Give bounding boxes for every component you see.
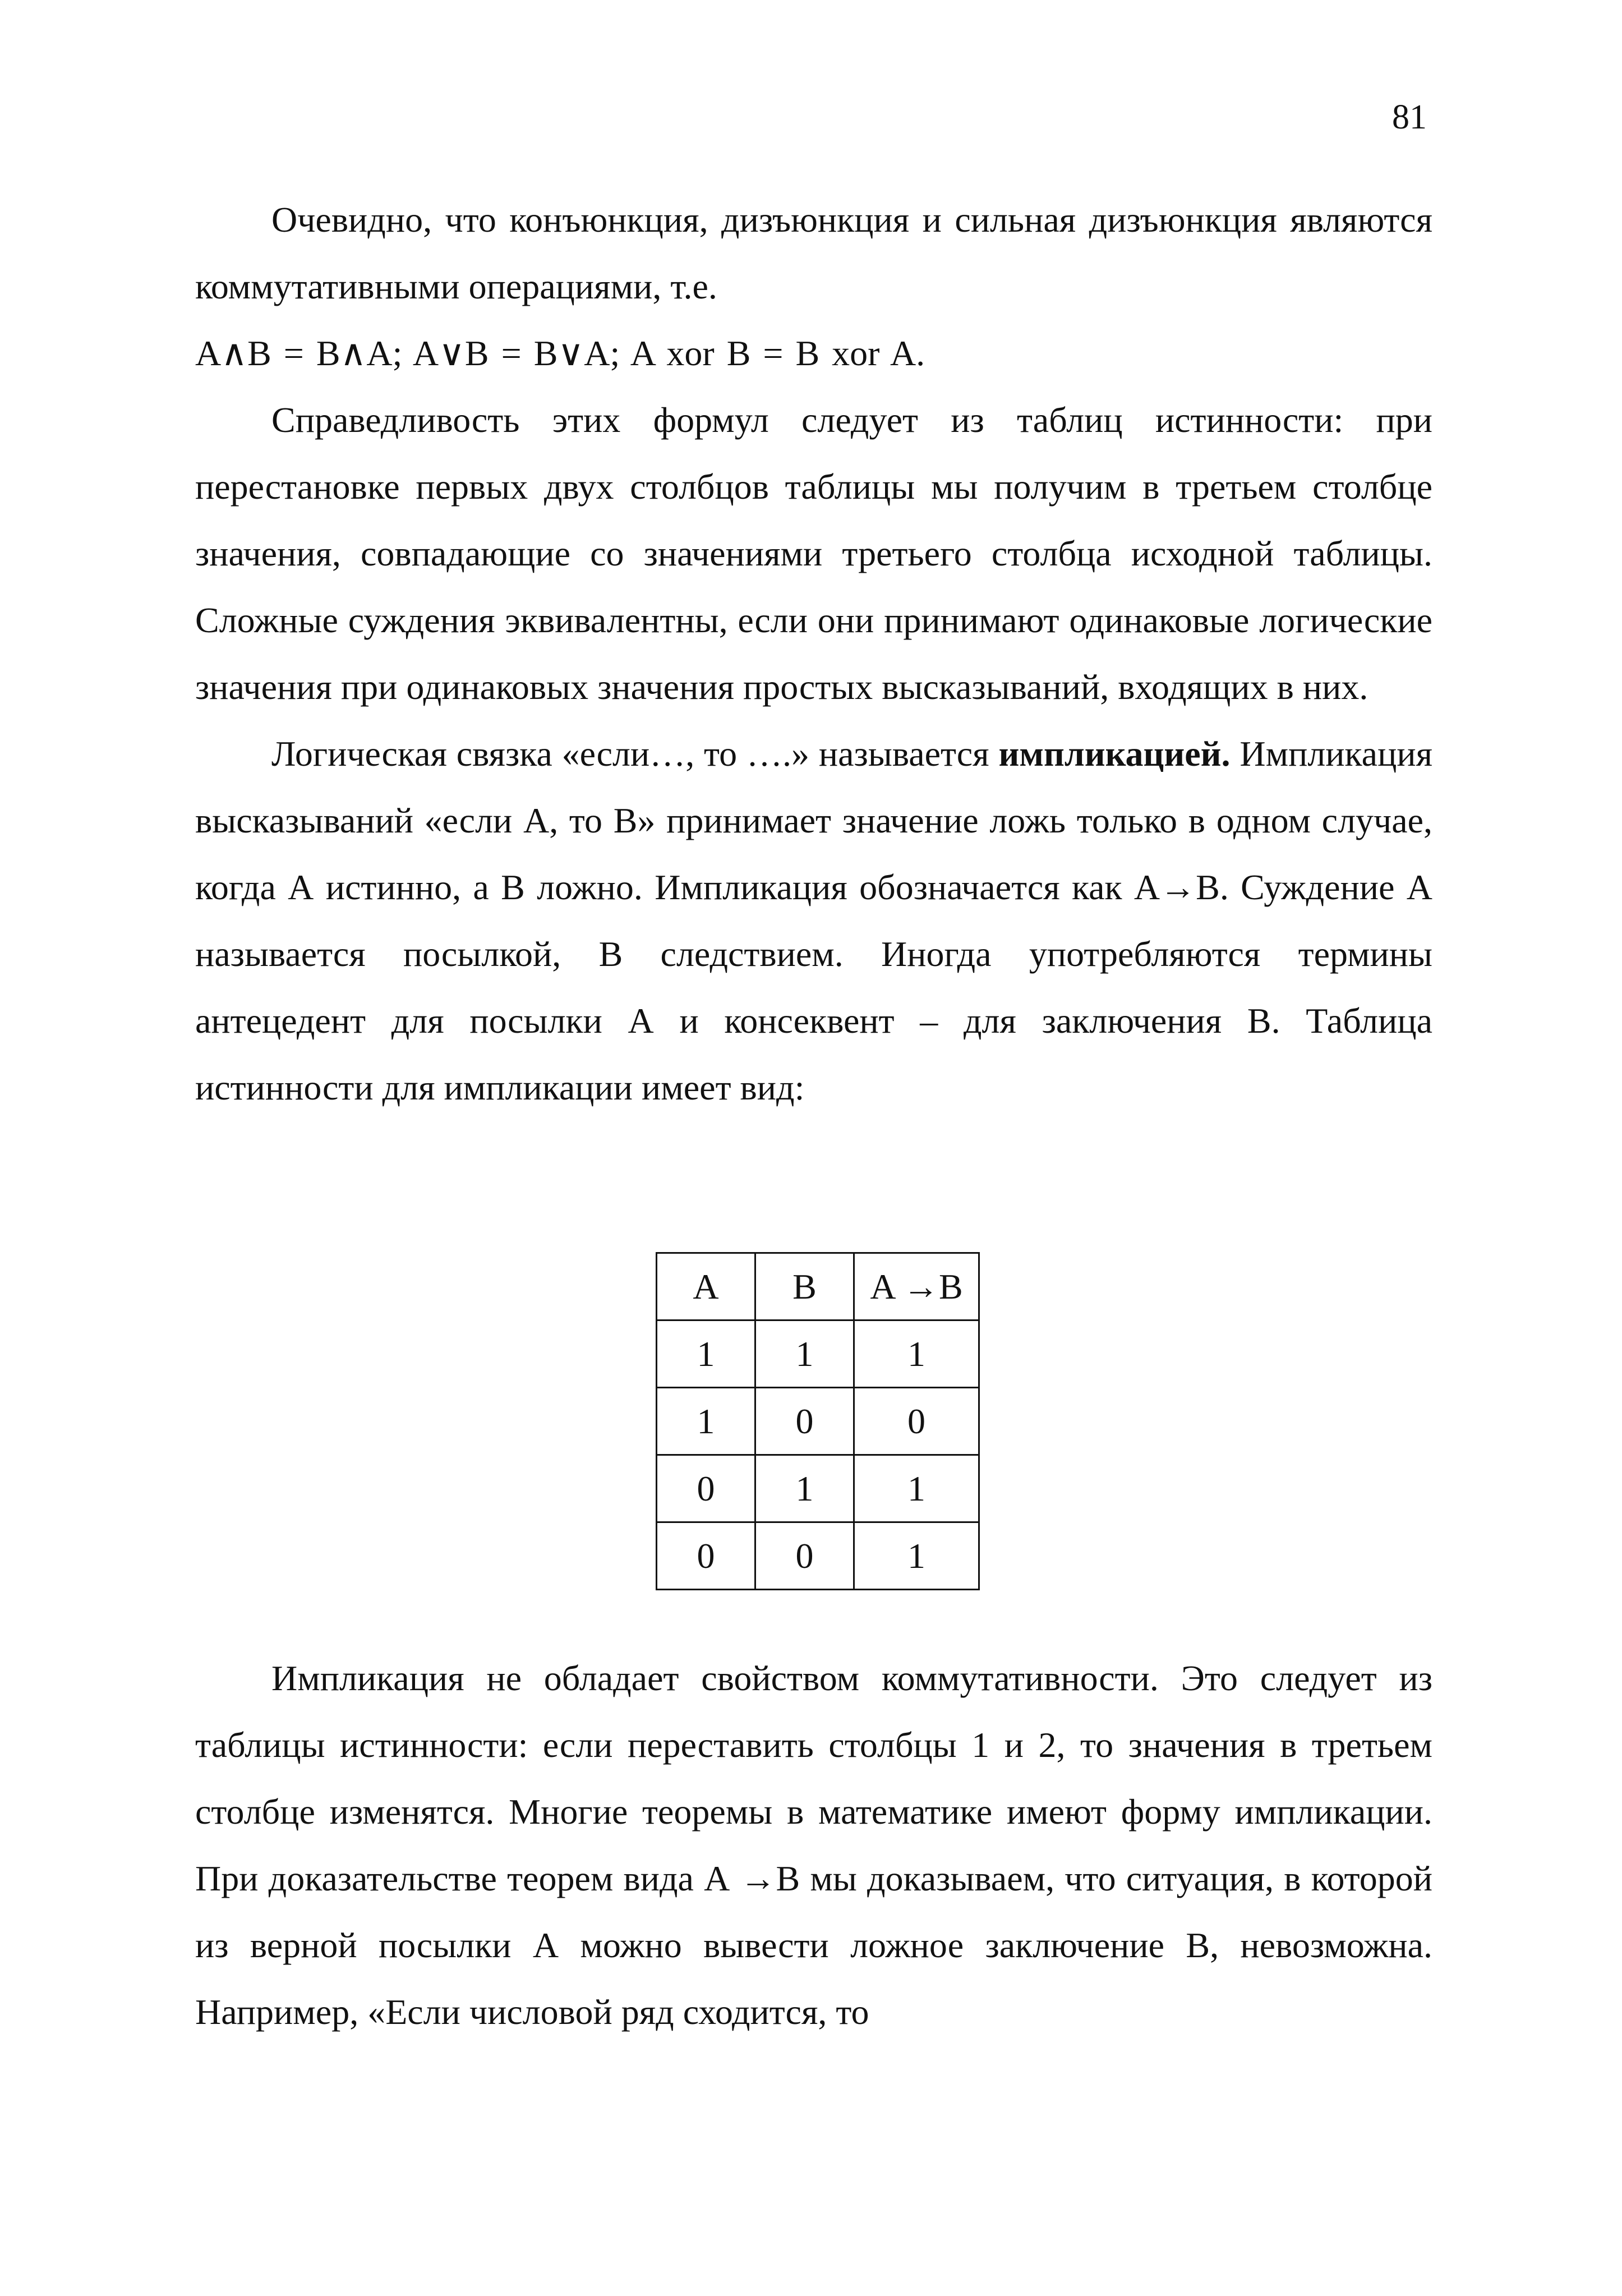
implication-truth-table [656,1252,980,1590]
table-cell: 1 [657,1320,755,1388]
table-header-cell: A [657,1253,755,1320]
table-row [657,1388,979,1455]
table-cell: 0 [755,1522,854,1590]
table-cell: 0 [657,1455,755,1522]
paragraph-non-commutativity: Импликация не обладает свойством коммутативности. Это следует из таблицы истинности: если переставить столбцы 1 и 2, то значения в третьем столбце изменятся. Многие теоремы в математике имеют форму импликации. При доказательстве теорем вида А →В мы доказываем, что ситуация, в которой из верной посылки А можно вывести ложное заключение В, невозможна. Например, «Если числовой ряд сходится, то [195,1658,1432,2032]
table-cell: 1 [854,1522,979,1590]
table-row [657,1320,979,1388]
table-header-row [657,1253,979,1320]
table-header-cell: B [755,1253,854,1320]
table-row [657,1455,979,1522]
paragraph-implication [195,720,1432,1121]
page-number: 81 [1392,98,1427,136]
table-cell: 1 [657,1388,755,1455]
table-cell: 1 [854,1320,979,1388]
formula-commutativity: A∧B = B∧A; A∨B = B∨A; A xor B = B xor A. [195,333,925,373]
table-cell: 1 [854,1455,979,1522]
table-header-cell: A →B [854,1253,979,1320]
paragraph-truth-tables: Справедливость этих формул следует из таблиц истинности: при перестановке первых двух столбцов таблицы мы получим в третьем столбце значения, совпадающие со значениями третьего столбца исходной таблицы. Сложные суждения эквивалентны, если они принимают одинаковые логические значения при одинаковых значения простых высказываний, входящих в них. [195,400,1432,707]
implication-text-rest: Импликация высказываний «если А, то В» принимает значение ложь только в одном случае, когда А истинно, а В ложно. Импликация обозначается как А→В. Суждение А называется посылкой, В следствием. Иногда употребляются термины антецедент для посылки А и консеквент – для заключения В. Таблица истинности для импликации имеет вид: [195,734,1433,1107]
text-block-top [195,186,1432,1121]
table-cell: 0 [755,1388,854,1455]
implication-text-start: Логическая связка «если…, то ….» называется [271,734,999,774]
table-cell: 0 [854,1388,979,1455]
paragraph-commutativity: Очевидно, что конъюнкция, дизъюнкция и сильная дизъюнкция являются коммутативными операциями, т.е. [195,200,1432,306]
table-row [657,1522,979,1590]
text-block-bottom [195,1645,1432,2045]
table-cell: 1 [755,1320,854,1388]
implication-term: импликацией. [998,734,1231,774]
table-cell: 0 [657,1522,755,1590]
table-cell: 1 [755,1455,854,1522]
